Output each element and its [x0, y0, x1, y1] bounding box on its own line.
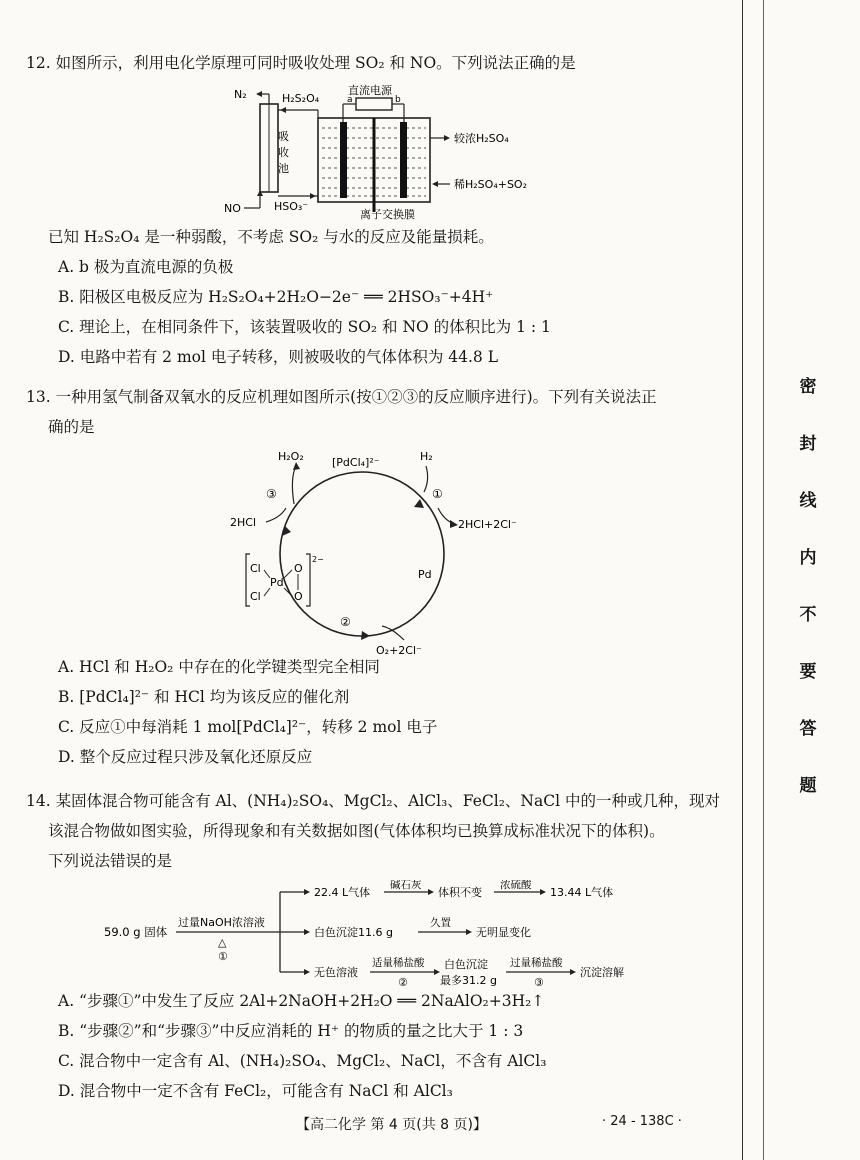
q14-option-b: B. “步骤②”和“步骤③”中反应消耗的 H⁺ 的物质的量之比大于 1 : 3 — [58, 1022, 524, 1040]
hcl-out-arrow-icon — [450, 520, 458, 528]
seal-char: 要 — [799, 662, 817, 682]
q13-option-d: D. 整个反应过程只涉及氧化还原反应 — [58, 748, 313, 766]
seal-char: 题 — [799, 776, 817, 796]
flow-arrow-icon — [428, 889, 434, 895]
label-o2-2cl: O₂+2Cl⁻ — [376, 644, 422, 656]
seal-char: 密 — [799, 377, 817, 397]
absorb-char: 收 — [278, 146, 289, 159]
label-c1: ① — [432, 487, 443, 501]
label-c2: ② — [340, 615, 351, 629]
label-2hcl-2cl: 2HCl+2Cl⁻ — [458, 518, 517, 531]
label-power: 直流电源 — [348, 84, 392, 97]
label-step1: ① — [218, 950, 228, 963]
label-no: NO — [224, 202, 241, 215]
label-h2s2o4: H₂S₂O₄ — [282, 92, 320, 105]
q14-body — [26, 986, 726, 1106]
seal-text — [795, 372, 821, 796]
label-soda-lime: 碱石灰 — [390, 880, 422, 891]
label-pd: Pd — [418, 568, 432, 581]
seal-char: 不 — [799, 605, 817, 625]
absorb-char: 吸 — [278, 130, 289, 143]
flow-arrow-icon — [570, 969, 576, 975]
absorb-char: 池 — [278, 162, 289, 175]
q13-option-a: A. HCl 和 H₂O₂ 中存在的化学键类型完全相同 — [58, 658, 380, 676]
label-c3: ③ — [266, 487, 277, 501]
label-dissolve: 沉淀溶解 — [580, 966, 624, 979]
q12-option-d: D. 电路中若有 2 mol 电子转移，则被吸收的气体体积为 44.8 L — [58, 348, 499, 366]
q13-body — [26, 652, 726, 772]
q13-option-b: B. [PdCl₄]²⁻ 和 HCl 均为该反应的催化剂 — [58, 688, 350, 706]
q12-body — [26, 222, 726, 372]
q12-stem: 12. 如图所示，利用电化学原理可同时吸收处理 SO₂ 和 NO。下列说法正确的是 — [26, 54, 576, 72]
seal-char: 封 — [799, 434, 817, 454]
question-13 — [26, 382, 726, 442]
hso3-arrow-icon — [310, 193, 316, 199]
flow-arrow-icon — [304, 969, 310, 975]
q12-option-a: A. b 极为直流电源的负极 — [58, 258, 234, 276]
flow-arrow-icon — [540, 889, 546, 895]
label-hcl-ex: 过量稀盐酸 — [510, 957, 563, 969]
left-electrode — [340, 122, 347, 198]
label-h2: H₂ — [420, 450, 433, 463]
label-naoh: 过量NaOH浓溶液 — [178, 916, 265, 929]
q12-option-c: C. 理论上，在相同条件下，该装置吸收的 SO₂ 和 NO 的体积比为 1 : 1 — [58, 318, 551, 336]
label-a: a — [347, 95, 353, 105]
q12-known: 已知 H₂S₂O₄ 是一种弱酸，不考虑 SO₂ 与水的反应及能量损耗。 — [48, 228, 494, 246]
label-b: b — [395, 95, 401, 105]
cycle-arrow-icon — [361, 631, 370, 640]
label-solid: 59.0 g 固体 — [104, 925, 168, 939]
q14-option-d: D. 混合物中一定不含有 FeCl₂，可能含有 NaCl 和 AlCl₃ — [58, 1082, 453, 1100]
seal-char: 答 — [799, 719, 817, 739]
power-source-box — [356, 98, 392, 110]
label-step2: ② — [398, 976, 408, 989]
conc-arrow-icon — [444, 135, 450, 141]
cycle-arrow-icon — [414, 499, 424, 508]
q12-option-b: B. 阳极区电极反应为 H₂S₂O₄+2H₂O−2e⁻ ══ 2HSO₃⁻+4H⁺ — [58, 288, 494, 306]
label-n2: N₂ — [234, 88, 247, 101]
q12-electrolysis-figure — [220, 84, 550, 220]
q13-stem-2: 确的是 — [48, 418, 95, 436]
paper-code: · 24 - 138C · — [602, 1114, 682, 1129]
q14-option-a: A. “步骤①”中发生了反应 2Al+2NaOH+2H₂O ══ 2NaAlO₂+3H₂↑ — [58, 992, 545, 1010]
label-conc: 较浓H₂SO₄ — [454, 132, 509, 145]
flow-arrow-icon — [466, 929, 472, 935]
right-electrode — [400, 122, 407, 198]
label-long: 久置 — [430, 917, 451, 929]
flow-arrow-icon — [304, 929, 310, 935]
label-gas: 22.4 L气体 — [314, 886, 371, 899]
q14-stem-1: 14. 某固体混合物可能含有 Al、(NH₄)₂SO₄、MgCl₂、AlCl₃、FeCl₂、NaCl 中的一种或几种，现对 — [26, 792, 720, 810]
question-14 — [26, 786, 726, 876]
question-12 — [26, 48, 726, 78]
q13-cycle-figure — [220, 444, 540, 656]
label-membrane: 离子交换膜 — [360, 208, 415, 220]
h2s2o4-arrow-icon — [280, 107, 286, 113]
q14-stem-2: 该混合物做如图实验，所得现象和有关数据如图(气体体积均已换算成标准状况下的体积)。 — [48, 822, 665, 840]
label-step3: ③ — [534, 976, 544, 989]
svg-text:Pd: Pd — [270, 576, 284, 589]
label-solution: 无色溶液 — [314, 966, 358, 979]
n2-arrow-icon — [256, 91, 262, 97]
label-same: 体积不变 — [438, 886, 482, 899]
q14-flowchart — [100, 880, 720, 990]
label-nochange: 无明显变化 — [476, 926, 531, 939]
q14-stem-3: 下列说法错误的是 — [48, 852, 173, 870]
q13-stem-1: 13. 一种用氢气制备双氧水的反应机理如图所示(按①②③的反应顺序进行)。下列有关说法正 — [26, 388, 657, 406]
q13-option-c: C. 反应①中每消耗 1 mol[PdCl₄]²⁻，转移 2 mol 电子 — [58, 718, 438, 736]
label-h2so4: 浓硫酸 — [500, 880, 532, 891]
label-ppt: 白色沉淀11.6 g — [314, 926, 393, 939]
seal-char: 内 — [799, 548, 817, 568]
label-delta: △ — [218, 936, 227, 949]
h2o2-arrow-icon — [293, 462, 300, 470]
label-ppt2a: 白色沉淀 — [444, 958, 488, 971]
seal-strip — [742, 0, 860, 1160]
catalytic-cycle — [280, 472, 444, 636]
label-dilute: 稀H₂SO₄+SO₂ — [454, 178, 527, 191]
page-footer: 【高二化学 第 4 页(共 8 页)】 — [296, 1117, 487, 1133]
label-pdcl4: [PdCl₄]²⁻ — [332, 456, 380, 469]
svg-text:Cl: Cl — [250, 590, 261, 603]
no-arrow-icon — [257, 190, 263, 196]
label-ppt2b: 最多31.2 g — [440, 974, 497, 987]
svg-text:Cl: Cl — [250, 562, 261, 575]
label-gas2: 13.44 L气体 — [550, 886, 614, 899]
dilute-arrow-icon — [432, 181, 438, 187]
label-hso3: HSO₃⁻ — [274, 200, 309, 213]
svg-text:O: O — [294, 590, 303, 603]
q14-option-c: C. 混合物中一定含有 Al、(NH₄)₂SO₄、MgCl₂、NaCl，不含有 AlCl₃ — [58, 1052, 547, 1070]
seal-rule — [763, 0, 764, 1160]
label-h2o2: H₂O₂ — [278, 450, 304, 463]
flow-arrow-icon — [304, 889, 310, 895]
seal-char: 线 — [799, 491, 817, 511]
label-hcl-ok: 适量稀盐酸 — [372, 957, 425, 969]
svg-text:O: O — [294, 562, 303, 575]
svg-text:2−: 2− — [312, 555, 324, 564]
label-2hcl: 2HCl — [230, 516, 257, 529]
